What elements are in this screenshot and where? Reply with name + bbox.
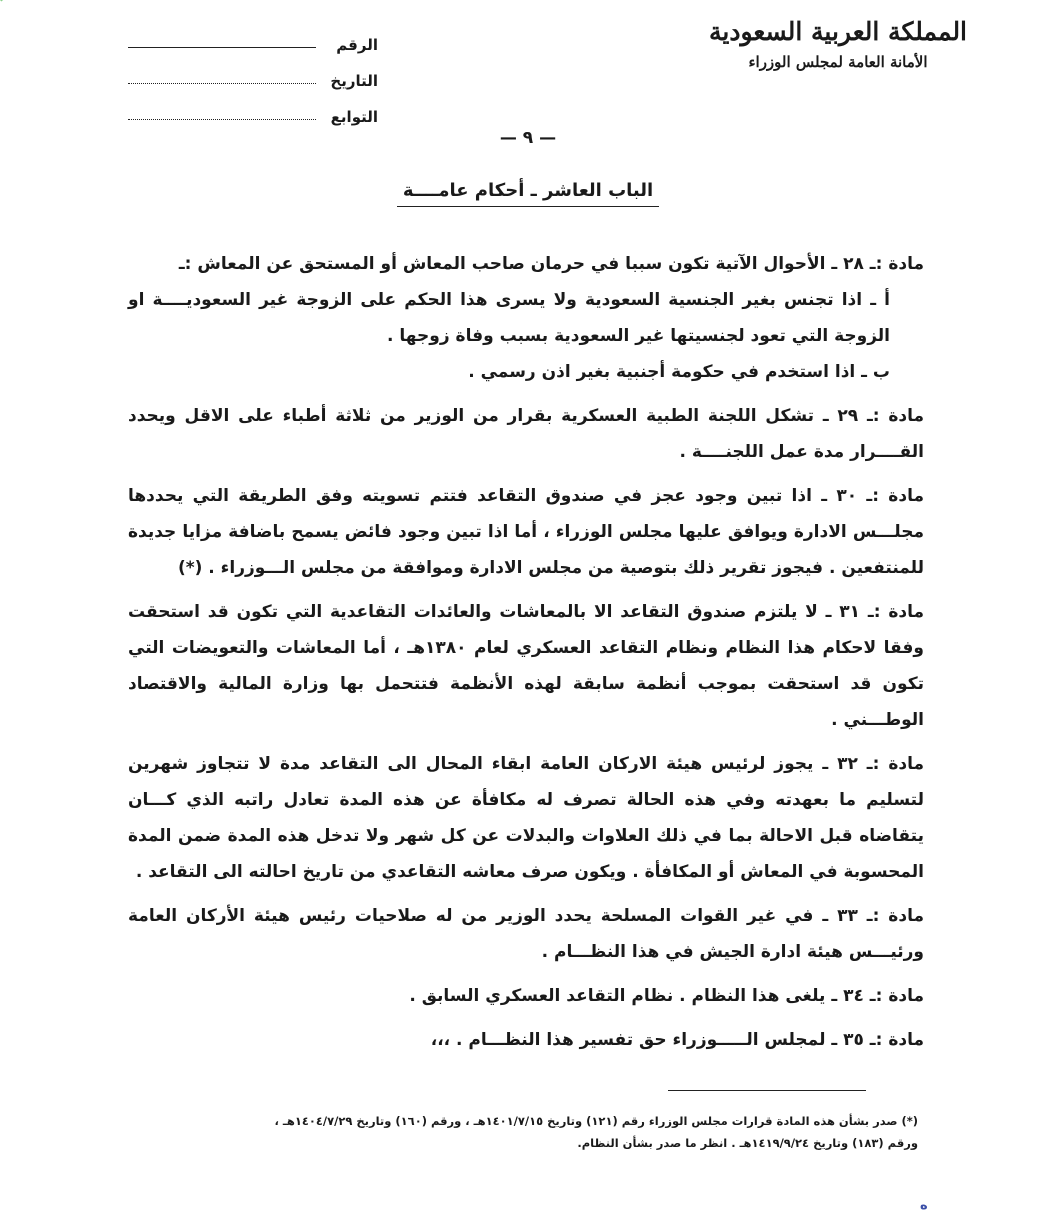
article-29 <box>128 398 924 470</box>
article-32-body: يجوز لرئيس هيئة الاركان العامة ابقاء المحال الى التقاعد مدة لا تتجاوز شهرين لتسليم ما بعهدته وفي هذه الحالة تصرف له مكافأة عن هذه المدة تعادل راتبه الذي كـــان يتقاضاه قبل الاحالة بما في ذلك العلاوات والبدلات عن كل شهر ولا تدخل هذه المدة ضمن المدة المحسوبة في المعاش أو المكافأة . ويكون صرف معاشه التقاعدي من تاريخ احالته الى التقاعد . <box>128 754 924 882</box>
article-29-text <box>128 398 924 470</box>
article-30 <box>128 478 924 586</box>
ref-number-line <box>128 46 316 48</box>
page-stamp: ه <box>920 1198 928 1213</box>
article-28-head: مادة :ـ ٢٨ ـ <box>831 254 924 274</box>
article-35-head: مادة :ـ ٣٥ ـ <box>831 1030 924 1050</box>
article-34-text <box>128 978 924 1014</box>
document-body <box>128 246 924 1066</box>
article-35 <box>128 1022 924 1058</box>
corner-mark <box>0 0 22 9</box>
article-33-head: مادة :ـ ٣٣ ـ <box>822 906 924 926</box>
chapter-title <box>0 180 1056 201</box>
letterhead-kingdom: المملكة العربية السعودية <box>708 17 968 46</box>
article-33-text <box>128 898 924 970</box>
article-28 <box>128 246 924 390</box>
article-31-body: لا يلتزم صندوق التقاعد الا بالمعاشات والعائدات التقاعدية التي تكون قد استحقت وفقا لاحكام هذا النظام ونظام التقاعد العسكري لعام ١٣٨٠هـ ، أما المعاشات والتعويضات التي تكون قد استحقت بموجب أنظمة سابقة لهذه الأنظمة فتتحمل بها وزارة المالية والاقتصاد الوطـــني . <box>128 602 924 730</box>
article-28-clause-b: ب ـ اذا استخدم في حكومة أجنبية بغير اذن رسمي . <box>468 362 890 382</box>
article-30-text <box>128 478 924 586</box>
letterhead <box>708 14 968 74</box>
ref-date-line <box>128 82 316 84</box>
ref-attachments-line <box>128 118 316 120</box>
article-33-body: في غير القوات المسلحة يحدد الوزير من له صلاحيات رئيس هيئة الأركان العامة ورئيـــس هيئة ادارة الجيش في هذا النظـــام . <box>128 906 924 962</box>
ref-date-row <box>128 58 378 94</box>
ref-attachments-row <box>128 94 378 130</box>
article-31-text <box>128 594 924 738</box>
article-34 <box>128 978 924 1014</box>
reference-fields <box>128 22 378 130</box>
ref-attachments-label: التوابع <box>330 108 378 126</box>
footnote-line-1: (*) صدر بشأن هذه المادة قرارات مجلس الوزراء رقم (١٢١) وتاريخ ١٤٠١/٧/١٥هـ ، ورقم (١٦٠) وتاريخ ١٤٠٤/٧/٢٩هـ ، <box>274 1114 918 1128</box>
page-number: — ٩ — <box>499 128 557 148</box>
article-32 <box>128 746 924 890</box>
article-29-head: مادة :ـ ٢٩ ـ <box>822 406 925 426</box>
article-30-head: مادة :ـ ٣٠ ـ <box>821 486 924 506</box>
article-31-head: مادة :ـ ٣١ ـ <box>825 602 924 622</box>
article-35-text <box>128 1022 924 1058</box>
ref-number-label: الرقم <box>336 36 378 54</box>
chapter-title-text: الباب العاشر ـ أحكام عامــــة <box>397 180 659 207</box>
article-28-clause-a: أ ـ اذا تجنس بغير الجنسية السعودية ولا يسرى هذا الحكم على الزوجة غير السعوديــــة او الزوجة التي تعود لجنسيتها غير السعودية بسبب وفاة زوجها . <box>128 290 890 346</box>
article-34-body: يلغى هذا النظام . نظام التقاعد العسكري السابق . <box>409 986 826 1006</box>
article-30-body: اذا تبين وجود عجز في صندوق التقاعد فتتم تسويته وفق الطريقة التي يحددها مجلـــس الادارة ويوافق عليها مجلس الوزراء ، أما اذا تبين وجود فائض يسمح باضافة مزايا جديدة للمنتفعين . فيجوز تقرير ذلك بتوصية من مجلس الادارة وموافقة من مجلس الـــوزراء . (*) <box>128 486 924 578</box>
ref-number-row <box>128 22 378 58</box>
article-32-text <box>128 746 924 890</box>
article-35-body: لمجلس الـــــوزراء حق تفسير هذا النظـــام . ،،، <box>430 1030 826 1050</box>
ref-date-label: التاريخ <box>330 72 378 90</box>
article-32-head: مادة :ـ ٣٢ ـ <box>822 754 924 774</box>
article-34-head: مادة :ـ ٣٤ ـ <box>831 986 924 1006</box>
footnote-line-2: ورقم (١٨٣) وتاريخ ١٤١٩/٩/٢٤هـ . انظر ما صدر بشأن النظام. <box>577 1136 918 1150</box>
footnote <box>126 1110 918 1154</box>
letterhead-secretariat: الأمانة العامة لمجلس الوزراء <box>748 53 928 71</box>
article-28-text <box>128 246 924 282</box>
article-29-body: تشكل اللجنة الطبية العسكرية بقرار من الوزير من ثلاثة أطباء على الاقل ويحدد القــــرار مدة عمل اللجنــــة . <box>128 406 924 462</box>
article-31 <box>128 594 924 738</box>
article-33 <box>128 898 924 970</box>
article-28-body: الأحوال الآتية تكون سببا في حرمان صاحب المعاش أو المستحق عن المعاش :ـ <box>178 254 826 274</box>
footnote-divider <box>668 1090 866 1091</box>
